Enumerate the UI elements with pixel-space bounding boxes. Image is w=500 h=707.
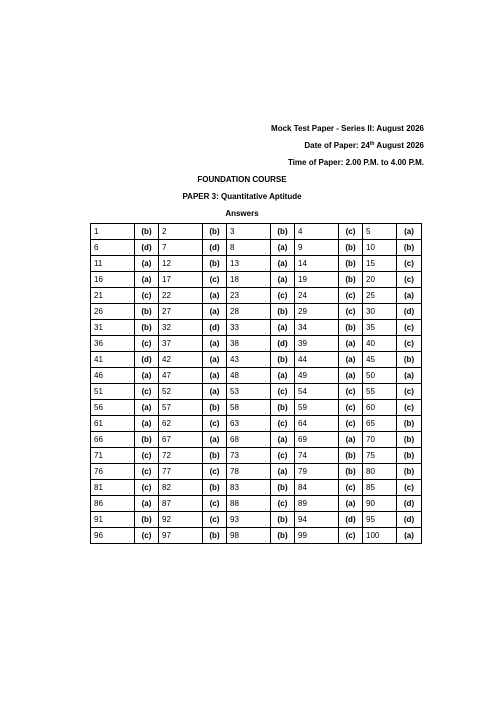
answer-option: (c) <box>339 384 363 400</box>
answer-option: (c) <box>397 272 422 288</box>
course-title: FOUNDATION COURSE <box>197 175 287 184</box>
answer-option: (a) <box>397 368 422 384</box>
question-number: 1 <box>91 224 135 240</box>
answer-option: (a) <box>135 400 159 416</box>
answer-option: (a) <box>339 336 363 352</box>
question-number: 29 <box>295 304 339 320</box>
answer-option: (c) <box>339 304 363 320</box>
question-number: 92 <box>159 512 203 528</box>
table-row <box>91 288 422 304</box>
question-number: 59 <box>295 400 339 416</box>
answer-option: (b) <box>135 304 159 320</box>
answer-option: (b) <box>339 240 363 256</box>
question-number: 53 <box>227 384 271 400</box>
answer-option: (b) <box>271 400 295 416</box>
question-number: 47 <box>159 368 203 384</box>
table-row <box>91 256 422 272</box>
answer-option: (c) <box>339 224 363 240</box>
question-number: 43 <box>227 352 271 368</box>
table-row <box>91 432 422 448</box>
answer-option: (a) <box>135 368 159 384</box>
question-number: 36 <box>91 336 135 352</box>
question-number: 81 <box>91 480 135 496</box>
answer-option: (a) <box>203 336 227 352</box>
question-number: 27 <box>159 304 203 320</box>
question-number: 74 <box>295 448 339 464</box>
answer-option: (c) <box>135 528 159 544</box>
question-number: 11 <box>91 256 135 272</box>
question-number: 73 <box>227 448 271 464</box>
question-number: 5 <box>363 224 397 240</box>
table-row <box>91 480 422 496</box>
answer-option: (c) <box>271 288 295 304</box>
question-number: 4 <box>295 224 339 240</box>
table-row <box>91 240 422 256</box>
question-number: 28 <box>227 304 271 320</box>
answer-option: (c) <box>203 512 227 528</box>
answer-option: (b) <box>339 464 363 480</box>
question-number: 70 <box>363 432 397 448</box>
question-number: 15 <box>363 256 397 272</box>
paper-time-line: Time of Paper: 2.00 P.M. to 4.00 P.M. <box>287 158 424 167</box>
question-number: 52 <box>159 384 203 400</box>
answer-option: (c) <box>339 480 363 496</box>
answer-option: (b) <box>397 432 422 448</box>
answer-option: (d) <box>397 304 422 320</box>
question-number: 88 <box>227 496 271 512</box>
answer-option: (c) <box>397 400 422 416</box>
question-number: 99 <box>295 528 339 544</box>
question-number: 8 <box>227 240 271 256</box>
question-number: 19 <box>295 272 339 288</box>
question-number: 57 <box>159 400 203 416</box>
question-number: 75 <box>363 448 397 464</box>
question-number: 24 <box>295 288 339 304</box>
question-number: 83 <box>227 480 271 496</box>
answer-option: (c) <box>203 496 227 512</box>
paper-date-prefix: Date of Paper: 24 <box>304 141 370 150</box>
table-row <box>91 384 422 400</box>
answers-heading: Answers <box>225 209 259 218</box>
question-number: 51 <box>91 384 135 400</box>
answer-option: (c) <box>271 416 295 432</box>
question-number: 91 <box>91 512 135 528</box>
question-number: 68 <box>227 432 271 448</box>
answer-option: (a) <box>397 288 422 304</box>
question-number: 45 <box>363 352 397 368</box>
question-number: 49 <box>295 368 339 384</box>
answer-option: (b) <box>271 480 295 496</box>
paper-title: PAPER 3: Quantitative Aptitude <box>182 192 302 201</box>
question-number: 80 <box>363 464 397 480</box>
answer-key-body <box>91 224 422 544</box>
answer-option: (b) <box>135 512 159 528</box>
table-row <box>91 224 422 240</box>
question-number: 69 <box>295 432 339 448</box>
question-number: 94 <box>295 512 339 528</box>
table-row <box>91 352 422 368</box>
question-number: 90 <box>363 496 397 512</box>
question-number: 2 <box>159 224 203 240</box>
question-number: 7 <box>159 240 203 256</box>
answer-option: (c) <box>135 384 159 400</box>
answer-option: (d) <box>135 240 159 256</box>
answer-option: (a) <box>339 352 363 368</box>
answer-option: (b) <box>397 416 422 432</box>
question-number: 41 <box>91 352 135 368</box>
question-number: 66 <box>91 432 135 448</box>
answer-option: (a) <box>135 256 159 272</box>
question-number: 16 <box>91 272 135 288</box>
answer-option: (b) <box>397 352 422 368</box>
paper-date-suffix: August 2026 <box>374 141 424 150</box>
answer-option: (a) <box>271 368 295 384</box>
question-number: 82 <box>159 480 203 496</box>
question-number: 34 <box>295 320 339 336</box>
question-number: 84 <box>295 480 339 496</box>
answer-option: (d) <box>135 352 159 368</box>
answer-option: (a) <box>135 496 159 512</box>
question-number: 63 <box>227 416 271 432</box>
question-number: 21 <box>91 288 135 304</box>
question-number: 60 <box>363 400 397 416</box>
question-number: 30 <box>363 304 397 320</box>
question-number: 93 <box>227 512 271 528</box>
question-number: 67 <box>159 432 203 448</box>
question-number: 55 <box>363 384 397 400</box>
answer-option: (a) <box>339 368 363 384</box>
answer-option: (b) <box>397 448 422 464</box>
answer-option: (c) <box>271 448 295 464</box>
answer-option: (a) <box>339 432 363 448</box>
answer-option: (c) <box>203 416 227 432</box>
question-number: 48 <box>227 368 271 384</box>
answer-option: (c) <box>339 400 363 416</box>
answer-option: (a) <box>271 256 295 272</box>
question-number: 86 <box>91 496 135 512</box>
question-number: 76 <box>91 464 135 480</box>
answer-option: (a) <box>203 288 227 304</box>
answer-option: (a) <box>271 240 295 256</box>
answer-option: (b) <box>203 256 227 272</box>
answer-option: (a) <box>203 384 227 400</box>
answer-option: (c) <box>271 496 295 512</box>
answer-option: (a) <box>203 304 227 320</box>
answer-option: (c) <box>271 384 295 400</box>
answer-option: (a) <box>135 416 159 432</box>
answer-option: (c) <box>135 336 159 352</box>
answer-option: (c) <box>135 288 159 304</box>
answer-option: (b) <box>397 464 422 480</box>
answer-option: (a) <box>271 464 295 480</box>
question-number: 23 <box>227 288 271 304</box>
answer-option: (a) <box>271 320 295 336</box>
answer-option: (b) <box>203 448 227 464</box>
question-number: 56 <box>91 400 135 416</box>
answer-option: (c) <box>203 272 227 288</box>
question-number: 6 <box>91 240 135 256</box>
table-row <box>91 272 422 288</box>
question-number: 46 <box>91 368 135 384</box>
answer-option: (a) <box>339 496 363 512</box>
question-number: 26 <box>91 304 135 320</box>
answer-option: (b) <box>339 272 363 288</box>
table-row <box>91 496 422 512</box>
question-number: 10 <box>363 240 397 256</box>
table-row <box>91 464 422 480</box>
table-row <box>91 512 422 528</box>
answer-option: (c) <box>135 448 159 464</box>
question-number: 64 <box>295 416 339 432</box>
answer-option: (c) <box>397 480 422 496</box>
question-number: 79 <box>295 464 339 480</box>
answer-option: (c) <box>135 480 159 496</box>
answer-option: (a) <box>203 352 227 368</box>
answer-option: (a) <box>203 368 227 384</box>
table-row <box>91 304 422 320</box>
question-number: 96 <box>91 528 135 544</box>
answer-option: (a) <box>397 224 422 240</box>
question-number: 20 <box>363 272 397 288</box>
question-number: 78 <box>227 464 271 480</box>
answer-option: (c) <box>397 384 422 400</box>
question-number: 100 <box>363 528 397 544</box>
answer-option: (b) <box>271 224 295 240</box>
answer-option: (c) <box>339 288 363 304</box>
answer-option: (b) <box>339 256 363 272</box>
question-number: 39 <box>295 336 339 352</box>
question-number: 40 <box>363 336 397 352</box>
question-number: 50 <box>363 368 397 384</box>
answer-option: (c) <box>339 416 363 432</box>
answer-option: (c) <box>339 528 363 544</box>
paper-series-line: Mock Test Paper - Series II: August 2026 <box>271 124 424 133</box>
answer-option: (a) <box>271 272 295 288</box>
answer-option: (b) <box>135 432 159 448</box>
question-number: 61 <box>91 416 135 432</box>
answer-option: (a) <box>203 432 227 448</box>
answer-option: (b) <box>339 448 363 464</box>
question-number: 38 <box>227 336 271 352</box>
question-number: 71 <box>91 448 135 464</box>
answer-option: (c) <box>397 320 422 336</box>
question-number: 62 <box>159 416 203 432</box>
answer-option: (b) <box>203 528 227 544</box>
answer-option: (b) <box>271 528 295 544</box>
answer-option: (b) <box>339 320 363 336</box>
question-number: 77 <box>159 464 203 480</box>
question-number: 98 <box>227 528 271 544</box>
question-number: 32 <box>159 320 203 336</box>
answer-option: (c) <box>397 336 422 352</box>
answer-option: (b) <box>203 400 227 416</box>
question-number: 25 <box>363 288 397 304</box>
answer-option: (c) <box>203 464 227 480</box>
answer-option: (d) <box>271 336 295 352</box>
answer-option: (b) <box>203 224 227 240</box>
answer-option: (d) <box>203 320 227 336</box>
table-row <box>91 528 422 544</box>
answer-option: (d) <box>397 512 422 528</box>
answer-option: (b) <box>397 240 422 256</box>
answer-option: (b) <box>203 480 227 496</box>
answer-key-table <box>90 223 422 544</box>
answer-option: (b) <box>271 304 295 320</box>
answer-option: (b) <box>135 320 159 336</box>
answer-option: (d) <box>339 512 363 528</box>
answer-option: (a) <box>397 528 422 544</box>
question-number: 89 <box>295 496 339 512</box>
table-row <box>91 448 422 464</box>
question-number: 9 <box>295 240 339 256</box>
question-number: 44 <box>295 352 339 368</box>
question-number: 13 <box>227 256 271 272</box>
question-number: 97 <box>159 528 203 544</box>
paper-date-superscript: th <box>369 141 375 147</box>
question-number: 22 <box>159 288 203 304</box>
question-number: 87 <box>159 496 203 512</box>
answer-option: (b) <box>271 352 295 368</box>
answer-option: (a) <box>271 432 295 448</box>
question-number: 33 <box>227 320 271 336</box>
question-number: 12 <box>159 256 203 272</box>
table-row <box>91 320 422 336</box>
answer-option: (b) <box>271 512 295 528</box>
table-row <box>91 368 422 384</box>
question-number: 65 <box>363 416 397 432</box>
question-number: 42 <box>159 352 203 368</box>
question-number: 54 <box>295 384 339 400</box>
question-number: 31 <box>91 320 135 336</box>
question-number: 18 <box>227 272 271 288</box>
question-number: 72 <box>159 448 203 464</box>
question-number: 95 <box>363 512 397 528</box>
answer-option: (a) <box>135 272 159 288</box>
table-row <box>91 416 422 432</box>
question-number: 14 <box>295 256 339 272</box>
answer-option: (b) <box>135 224 159 240</box>
answer-option: (c) <box>397 256 422 272</box>
question-number: 17 <box>159 272 203 288</box>
question-number: 3 <box>227 224 271 240</box>
question-number: 37 <box>159 336 203 352</box>
table-row <box>91 400 422 416</box>
paper-date-line <box>304 141 424 151</box>
answer-option: (c) <box>135 464 159 480</box>
answer-option: (d) <box>397 496 422 512</box>
question-number: 85 <box>363 480 397 496</box>
answer-option: (d) <box>203 240 227 256</box>
question-number: 58 <box>227 400 271 416</box>
table-row <box>91 336 422 352</box>
question-number: 35 <box>363 320 397 336</box>
